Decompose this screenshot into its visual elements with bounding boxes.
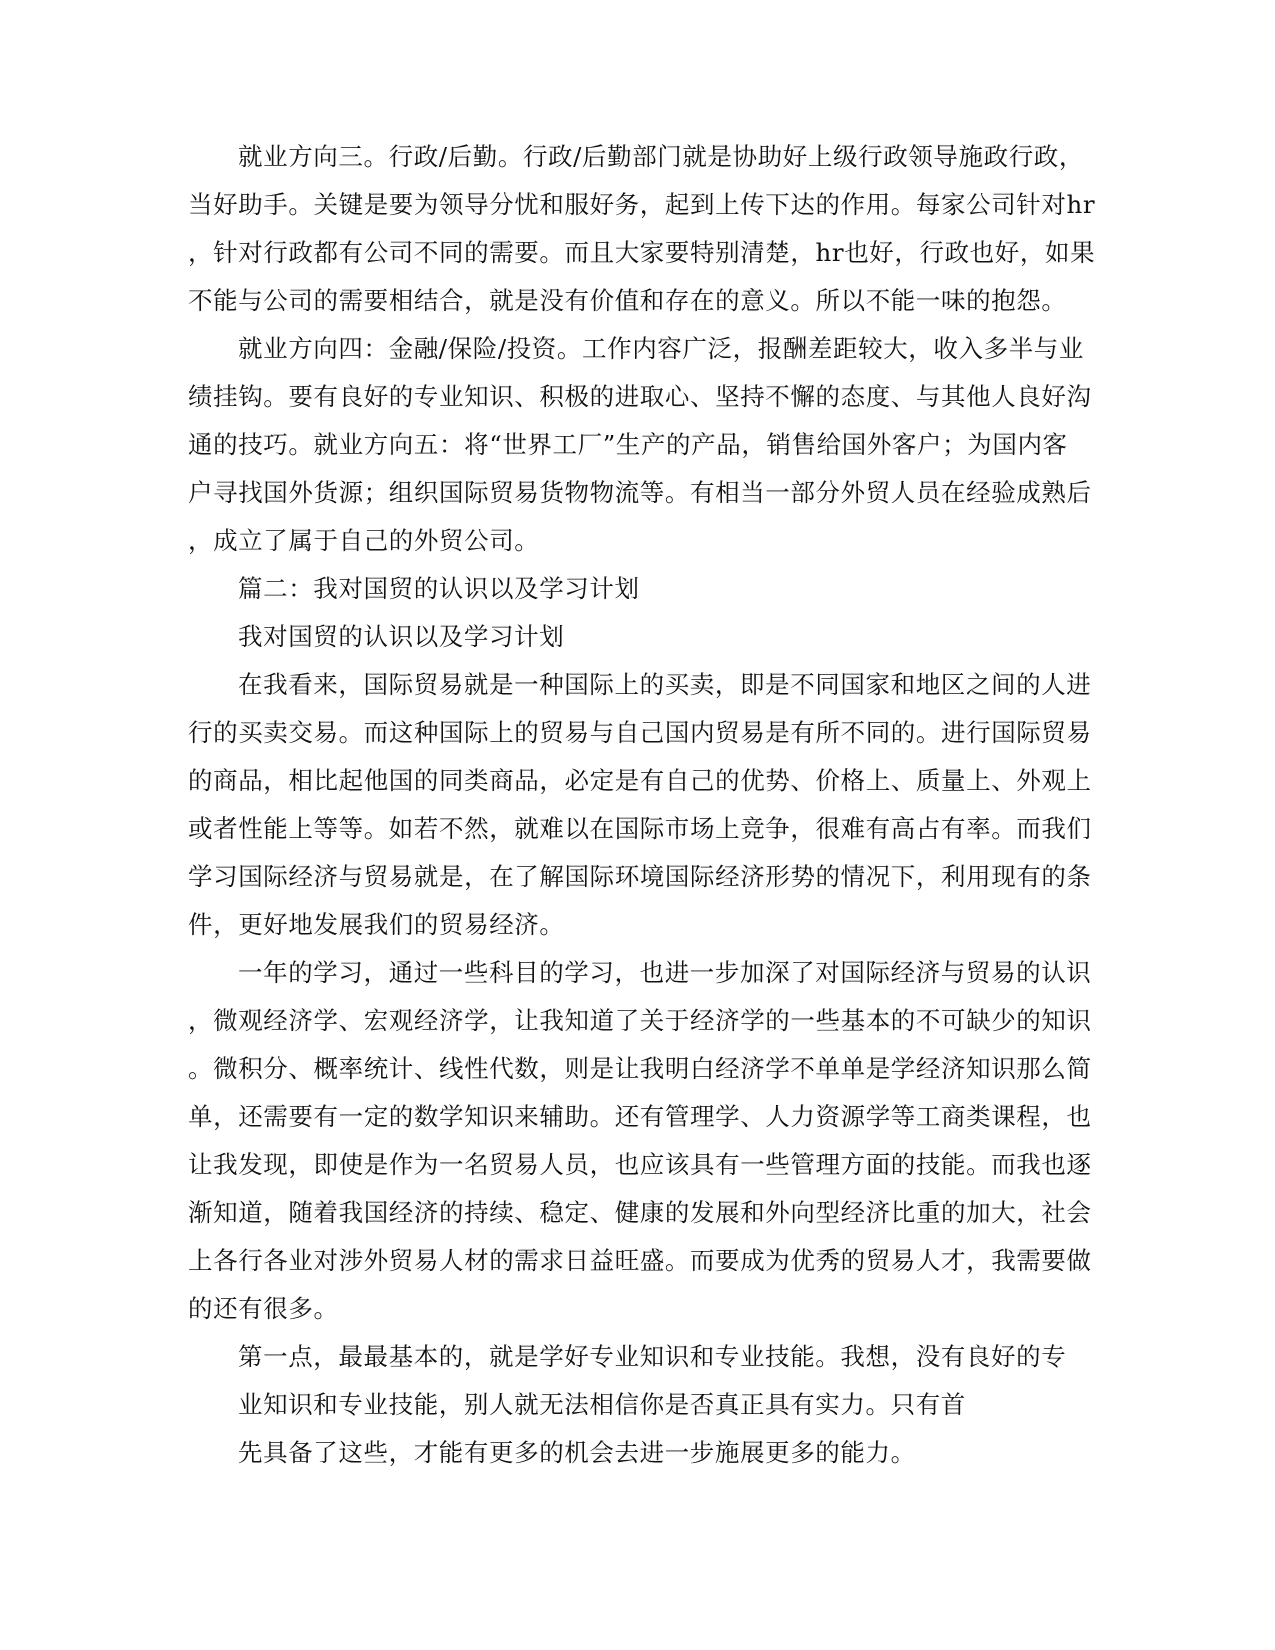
text-line: ，成立了属于自己的外贸公司。 — [188, 526, 540, 555]
text-line: 先具备了这些，才能有更多的机会去进一步施展更多的能力。 — [238, 1438, 916, 1467]
text-line: 就业方向三。行政/后勤。行政/后勤部门就是协助好上级行政领导施政行政， — [238, 142, 1085, 171]
text-line: 行的买卖交易。而这种国际上的贸易与自己国内贸易是有所不同的。进行国际贸易 — [188, 718, 1092, 747]
text-line: 单，还需要有一定的数学知识来辅助。还有管理学、人力资源学等工商类课程，也 — [188, 1102, 1092, 1131]
text-line: 。微积分、概率统计、线性代数，则是让我明白经济学不单单是学经济知识那么简 — [188, 1054, 1092, 1083]
text-line: 件，更好地发展我们的贸易经济。 — [188, 910, 565, 939]
text-line: 户寻找国外货源；组织国际贸易货物物流等。有相当一部分外贸人员在经验成熟后 — [188, 478, 1092, 507]
text-line: 的商品，相比起他国的同类商品，必定是有自己的优势、价格上、质量上、外观上 — [188, 766, 1092, 795]
text-line: 就业方向四：金融/保险/投资。工作内容广泛，报酬差距较大，收入多半与业 — [238, 334, 1085, 363]
text-line: 一年的学习，通过一些科目的学习，也进一步加深了对国际经济与贸易的认识 — [238, 958, 1092, 987]
text-line: 让我发现，即使是作为一名贸易人员，也应该具有一些管理方面的技能。而我也逐 — [188, 1150, 1092, 1179]
text-line: 当好助手。关键是要为领导分忧和服好务，起到上传下达的作用。每家公司针对hr — [188, 190, 1096, 219]
section-heading: 篇二：我对国贸的认识以及学习计划 — [238, 574, 640, 603]
text-line: 渐知道，随着我国经济的持续、稳定、健康的发展和外向型经济比重的加大，社会 — [188, 1198, 1092, 1227]
text-line: 绩挂钩。要有良好的专业知识、积极的进取心、坚持不懈的态度、与其他人良好沟 — [188, 382, 1092, 411]
text-line: 在我看来，国际贸易就是一种国际上的买卖，即是不同国家和地区之间的人进 — [238, 670, 1092, 699]
text-line: 不能与公司的需要相结合，就是没有价值和存在的意义。所以不能一味的抱怨。 — [188, 286, 1067, 315]
text-line: ，微观经济学、宏观经济学，让我知道了关于经济学的一些基本的不可缺少的知识 — [188, 1006, 1092, 1035]
text-line: 或者性能上等等。如若不然，就难以在国际市场上竞争，很难有高占有率。而我们 — [188, 814, 1092, 843]
text-line: 学习国际经济与贸易就是，在了解国际环境国际经济形势的情况下，利用现有的条 — [188, 862, 1092, 891]
text-line: 的还有很多。 — [188, 1294, 339, 1323]
text-line: 第一点，最最基本的，就是学好专业知识和专业技能。我想，没有良好的专 — [238, 1342, 1067, 1371]
text-line: ，针对行政都有公司不同的需要。而且大家要特别清楚，hr也好，行政也好，如果 — [188, 238, 1096, 267]
text-line: 通的技巧。就业方向五：将“世界工厂”生产的产品，销售给国外客户；为国内客 — [188, 430, 1068, 459]
text-line: 业知识和专业技能，别人就无法相信你是否真正具有实力。只有首 — [238, 1390, 966, 1419]
section-title: 我对国贸的认识以及学习计划 — [238, 622, 565, 651]
text-line: 上各行各业对涉外贸易人材的需求日益旺盛。而要成为优秀的贸易人才，我需要做 — [188, 1246, 1092, 1275]
